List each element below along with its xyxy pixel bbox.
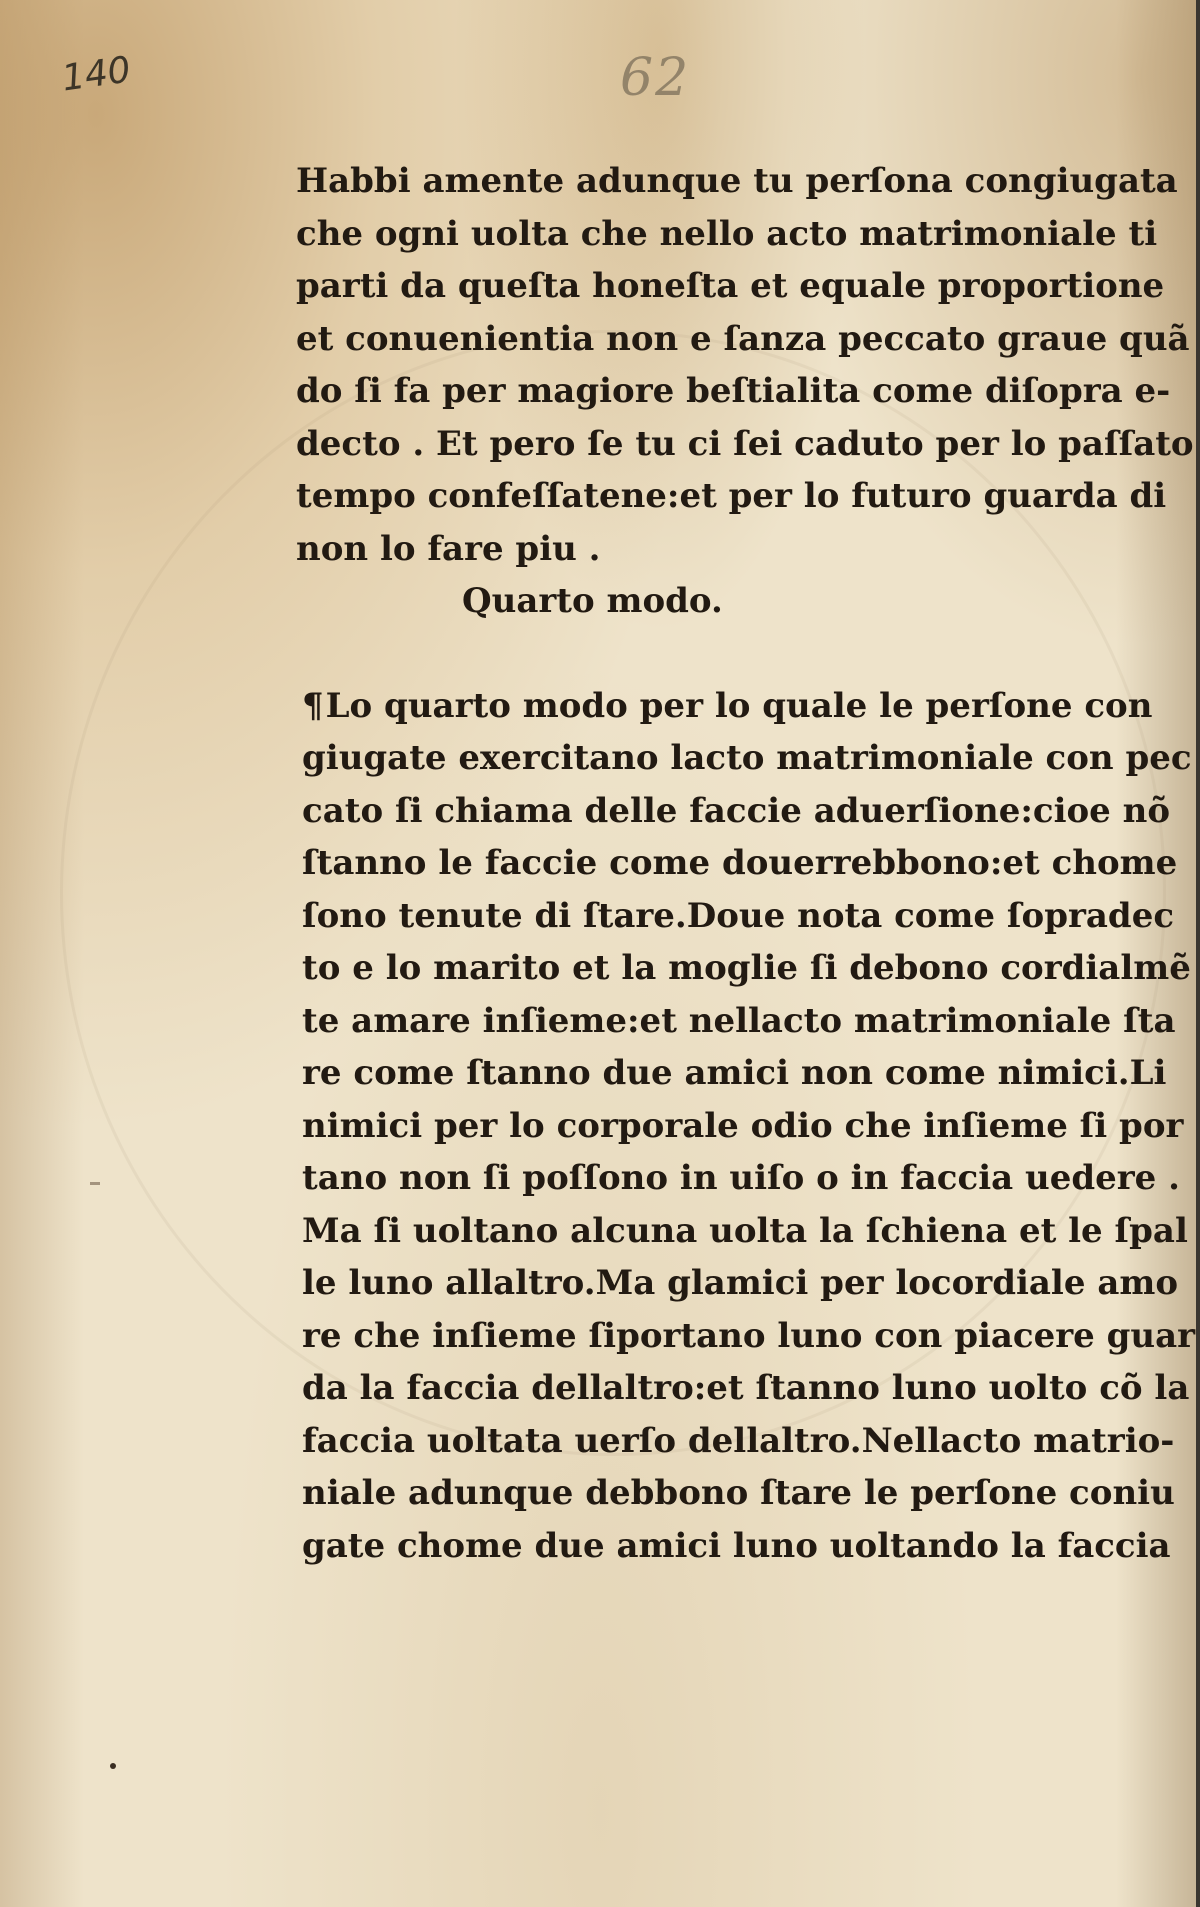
text-line: Habbi amente adunque tu perſona congiugata: [296, 161, 1178, 201]
text-line: re che inſieme ſiportano luno con piacere guar: [302, 1315, 1196, 1356]
page-edge: [1196, 0, 1200, 1907]
text-line-content: Lo quarto modo per lo quale le perſone con: [325, 685, 1153, 726]
text-line: ſtanno le faccie come douerrebbono:et chome: [302, 843, 1178, 883]
pencil-page-number: 140: [59, 49, 134, 100]
text-line: le luno allaltro.Ma glamici per locordiale amo: [302, 1263, 1178, 1303]
pilcrow-mark: ¶: [302, 685, 324, 726]
text-line: parti da queſta honeſta et equale proportione: [296, 266, 1165, 306]
text-line: Ma ſi uoltano alcuna uolta la ſchiena et le ſpal: [302, 1210, 1188, 1251]
text-line: tano non ſi poſſono in uiſo o in faccia uedere .: [302, 1158, 1180, 1198]
paragraph-gap: [296, 628, 1126, 680]
text-line: re come ſtanno due amici non come nimici.Li: [302, 1053, 1167, 1093]
text-line: do ſi fa per magiore beſtialita come diſopra e-: [296, 371, 1171, 411]
text-line: te amare inſieme:et nellacto matrimoniale ſta: [302, 1000, 1176, 1041]
text-line: et conuenientia non e ſanza peccato graue quã: [296, 318, 1190, 359]
text-line: tempo confeſſatene:et per lo futuro guarda di: [296, 476, 1167, 516]
text-line: to e lo marito et la moglie ſi debono cordialmẽ: [302, 948, 1191, 988]
section-heading: Quarto modo.: [462, 581, 723, 621]
text-line: [302, 680, 1153, 733]
text-line: cato ſi chiama delle faccie aduerſione:cioe nõ: [302, 790, 1171, 831]
paper-speck: [90, 1182, 100, 1185]
text-line: giugate exercitano lacto matrimoniale con pec: [302, 738, 1192, 778]
main-text: [296, 155, 1196, 1572]
text-line: faccia uoltata uerſo dellaltro.Nellacto matrio-: [302, 1420, 1175, 1461]
paragraph-two: [302, 680, 1196, 1573]
text-line: decto . Et pero ſe tu ci ſei caduto per lo paſſato: [296, 423, 1194, 464]
text-line: che ogni uolta che nello acto matrimoniale ti: [296, 213, 1158, 254]
text-line: ſono tenute di ſtare.Doue nota come ſopradec: [302, 895, 1175, 936]
ink-folio-number: 62: [620, 48, 691, 108]
ink-dot: [110, 1763, 116, 1769]
text-line: non lo fare piu .: [296, 528, 601, 569]
text-line: gate chome due amici luno uoltando la faccia: [302, 1525, 1171, 1566]
text-line: nimici per lo corporale odio che inſieme ſi por: [302, 1105, 1184, 1146]
text-line: niale adunque debbono ſtare le perſone coniu: [302, 1473, 1175, 1513]
text-line: da la faccia dellaltro:et ſtanno luno uolto cõ la: [302, 1368, 1190, 1408]
